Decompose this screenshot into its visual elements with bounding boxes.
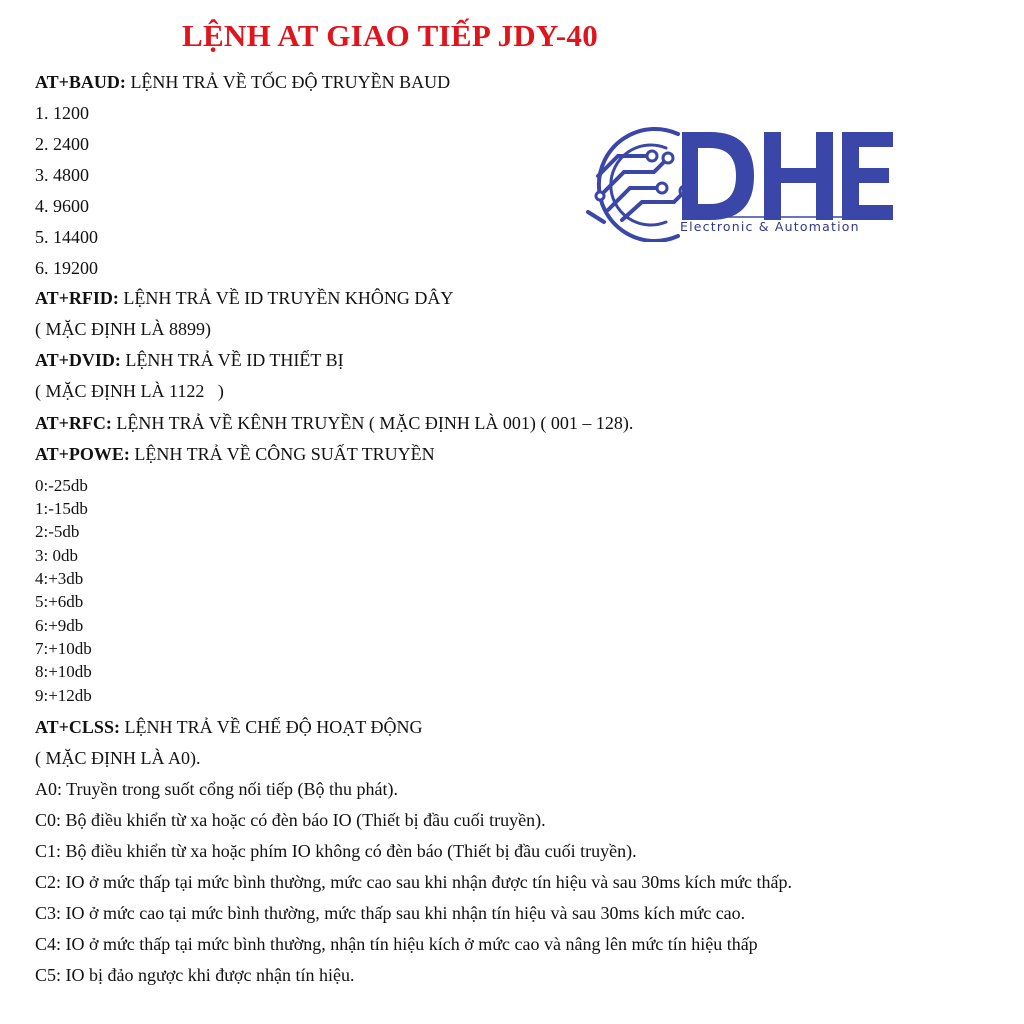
baud-command: AT+BAUD: xyxy=(35,72,126,92)
rfc-command: AT+RFC: xyxy=(35,413,112,433)
power-level: 8:+10db xyxy=(35,662,92,681)
power-level: 4:+3db xyxy=(35,569,84,588)
rfid-default: ( MẶC ĐỊNH LÀ 8899) xyxy=(35,319,211,339)
baud-option: 3. 4800 xyxy=(35,165,89,185)
power-level: 9:+12db xyxy=(35,686,92,705)
dvid-default: ( MẶC ĐỊNH LÀ 1122 ) xyxy=(35,381,224,401)
baud-heading xyxy=(35,72,450,93)
power-level: 3: 0db xyxy=(35,546,78,565)
logo-subtitle: Electronic & Automation xyxy=(680,219,860,234)
power-level: 1:-15db xyxy=(35,499,88,518)
rfc-description: LỆNH TRẢ VỀ KÊNH TRUYỀN ( MẶC ĐỊNH LÀ 001) ( 001 – 128). xyxy=(111,413,634,433)
mode-item: A0: Truyền trong suốt cổng nối tiếp (Bộ thu phát). xyxy=(35,779,398,799)
rfc-heading xyxy=(35,413,633,434)
mode-item: C4: IO ở mức thấp tại mức bình thường, nhận tín hiệu kích ở mức cao và nâng lên mức tín hiệu thấp xyxy=(35,934,758,954)
baud-option: 1. 1200 xyxy=(35,103,89,123)
mode-item: C5: IO bị đảo ngược khi được nhận tín hiệu. xyxy=(35,965,355,985)
mode-item: C3: IO ở mức cao tại mức bình thường, mức thấp sau khi nhận tín hiệu và sau 30ms kích mức cao. xyxy=(35,903,746,923)
power-level: 5:+6db xyxy=(35,592,84,611)
dvid-description: LỆNH TRẢ VỀ ID THIẾT BỊ xyxy=(120,350,344,370)
powe-command: AT+POWE: xyxy=(35,444,130,464)
dvid-command: AT+DVID: xyxy=(35,350,121,370)
power-level: 7:+10db xyxy=(35,639,92,658)
powe-description: LỆNH TRẢ VỀ CÔNG SUẤT TRUYỀN xyxy=(129,444,435,464)
baud-option: 2. 2400 xyxy=(35,134,89,154)
clss-description: LỆNH TRẢ VỀ CHẾ ĐỘ HOẠT ĐỘNG xyxy=(119,717,423,737)
rfid-command: AT+RFID: xyxy=(35,288,119,308)
rfid-description: LỆNH TRẢ VỀ ID TRUYỀN KHÔNG DÂY xyxy=(118,288,454,308)
baud-option: 4. 9600 xyxy=(35,196,89,216)
clss-command: AT+CLSS: xyxy=(35,717,120,737)
mode-item: C2: IO ở mức thấp tại mức bình thường, mức cao sau khi nhận được tín hiệu và sau 30ms kích mức thấp. xyxy=(35,872,792,892)
power-level: 0:-25db xyxy=(35,476,88,495)
powe-heading xyxy=(35,444,435,465)
page-title: LỆNH AT GIAO TIẾP JDY-40 xyxy=(181,18,599,53)
dvid-heading xyxy=(35,350,344,371)
power-level: 2:-5db xyxy=(35,522,80,541)
baud-description: LỆNH TRẢ VỀ TỐC ĐỘ TRUYỀN BAUD xyxy=(125,72,451,92)
rfid-heading xyxy=(35,288,453,309)
baud-option: 6. 19200 xyxy=(35,258,98,278)
clss-heading xyxy=(35,717,422,738)
mode-item: C0: Bộ điều khiển từ xa hoặc có đèn báo IO (Thiết bị đầu cuối truyền). xyxy=(35,810,546,830)
power-level: 6:+9db xyxy=(35,616,84,635)
clss-default: ( MẶC ĐỊNH LÀ A0). xyxy=(35,748,201,768)
baud-option: 5. 14400 xyxy=(35,227,98,247)
mode-item: C1: Bộ điều khiển từ xa hoặc phím IO không có đèn báo (Thiết bị đầu cuối truyền). xyxy=(35,841,637,861)
